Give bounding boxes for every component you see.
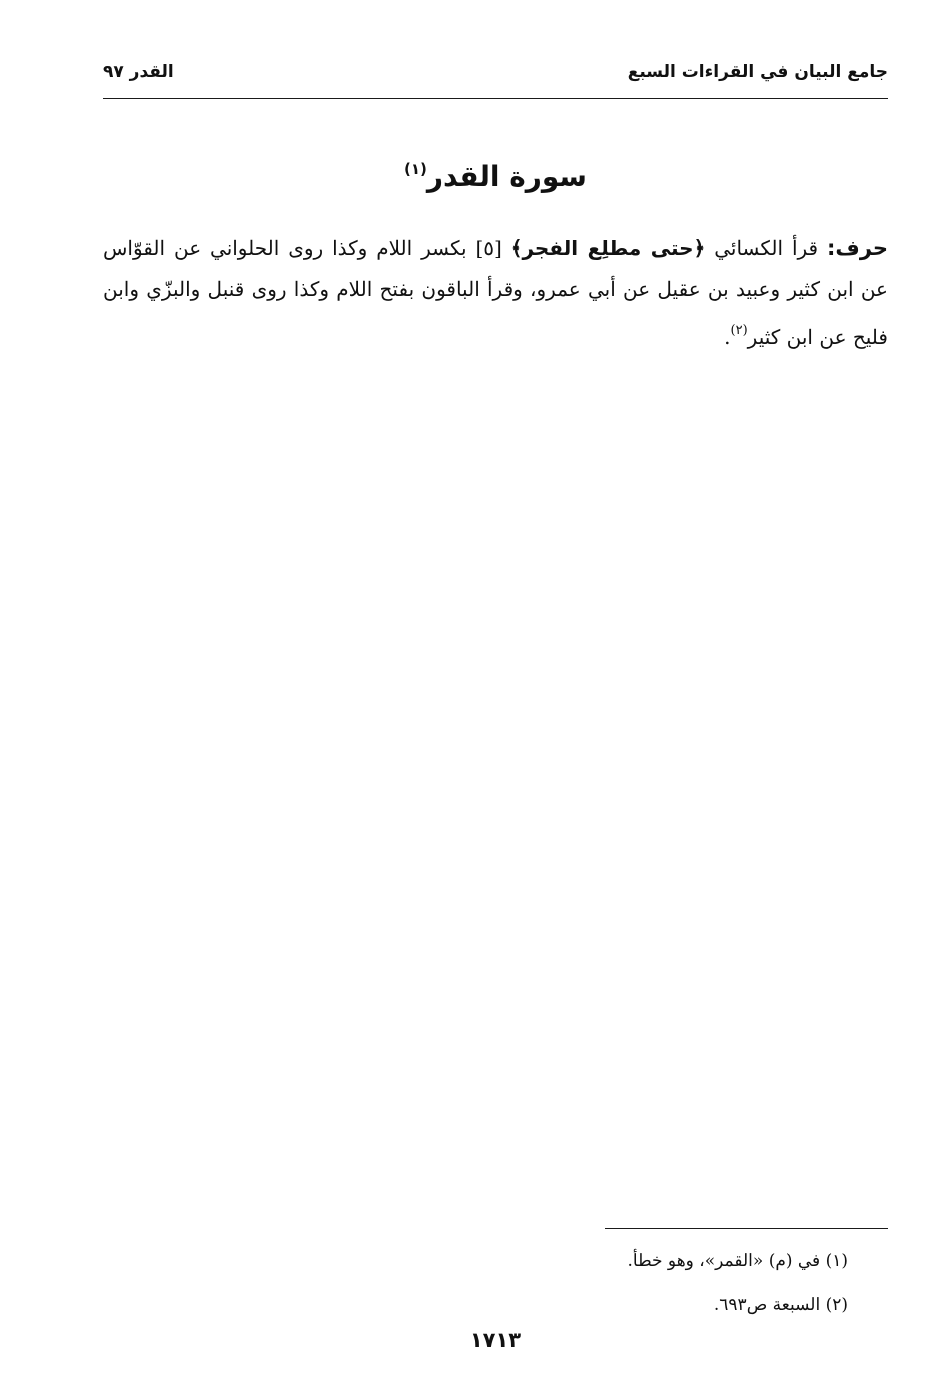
page-number: ١٧١٣ xyxy=(469,1328,522,1352)
footnote-separator xyxy=(605,1228,888,1229)
running-header xyxy=(103,60,888,99)
passage-end: . xyxy=(724,325,731,349)
surah-heading xyxy=(103,160,888,193)
passage-text-1: قرأ الكسائي xyxy=(714,236,819,260)
footnote-marker-1: (١) xyxy=(404,160,427,178)
book-title: جامع البيان في القراءات السبع xyxy=(627,62,888,82)
footnote-1: (١) في (م) «القمر»، وهو خطأ. xyxy=(627,1251,848,1271)
harf-label: حرف: xyxy=(827,236,889,260)
footnote-2: (٢) السبعة ص٦٩٣. xyxy=(713,1295,848,1315)
quran-verse: ﴿حتى مطلِع الفجر﴾ xyxy=(510,236,706,260)
passage-text-2: [٥] بكسر اللام وكذا روى الحلواني عن القوّاس عن ابن كثير وعبيد بن عقيل عن أبي عمرو، وقرأ الباقون بفتح اللام وكذا روى قنبل والبزّي وابن فليح عن ابن كثير xyxy=(103,236,888,349)
surah-reference: القدر ٩٧ xyxy=(103,62,174,82)
footnote-marker-2: (٢) xyxy=(730,323,748,338)
main-paragraph xyxy=(103,228,888,358)
surah-title-text: سورة القدر xyxy=(426,160,587,193)
